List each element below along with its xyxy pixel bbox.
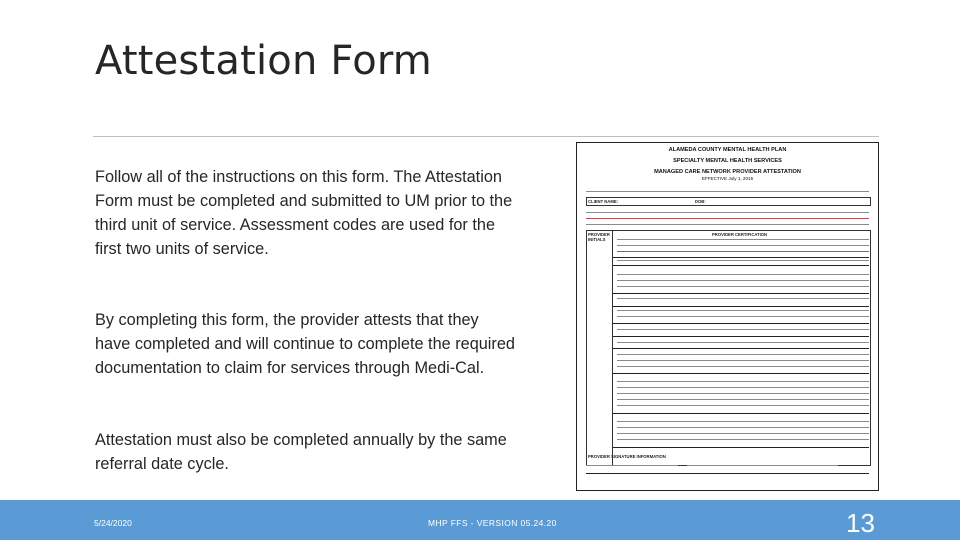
- form-cert-text: [617, 421, 869, 422]
- form-row-divider: [613, 413, 869, 414]
- form-row-divider: [613, 293, 869, 294]
- form-cert-text: [617, 298, 869, 299]
- form-cert-text: [617, 245, 869, 246]
- form-cert-text: [617, 427, 869, 428]
- form-cert-text: [617, 286, 869, 287]
- form-signature-field: [687, 465, 838, 466]
- form-contact-line: [586, 191, 869, 192]
- form-row-divider: [613, 336, 869, 337]
- form-signature-section-label: PROVIDER SIGNATURE INFORMATION: [588, 454, 666, 459]
- form-cert-text: [617, 310, 869, 311]
- form-cert-text: [617, 239, 869, 240]
- form-cert-text: [617, 329, 869, 330]
- form-cert-text: [617, 354, 869, 355]
- attestation-form-image: [576, 142, 879, 491]
- annual-attestation-paragraph: Attestation must also be completed annually by the same referral date cycle.: [95, 431, 507, 473]
- form-header-line2: SPECIALTY MENTAL HEALTH SERVICES: [673, 158, 782, 164]
- form-cert-text: [617, 405, 869, 406]
- form-row-divider: [613, 306, 869, 307]
- form-bottom-rule: [586, 473, 869, 474]
- form-cert-text: [617, 360, 869, 361]
- form-initials-column: [586, 230, 613, 466]
- form-header-line1: ALAMEDA COUNTY MENTAL HEALTH PLAN: [668, 147, 787, 153]
- form-row-divider: [613, 257, 869, 258]
- form-cert-text: [617, 433, 869, 434]
- form-signature-field: [586, 465, 678, 466]
- form-provider-initials-label: PROVIDER INITIALS: [588, 232, 610, 242]
- form-row-divider: [613, 373, 869, 374]
- form-cert-text: [617, 274, 869, 275]
- form-row-divider: [613, 348, 869, 349]
- form-dob-label: DOB:: [695, 199, 706, 204]
- form-cert-text: [617, 280, 869, 281]
- form-cert-text: [617, 393, 869, 394]
- footer-version: MHP FFS - VERSION 05.24.20: [428, 518, 557, 528]
- form-header-line3: MANAGED CARE NETWORK PROVIDER ATTESTATION: [654, 169, 801, 175]
- footer-date: 5/24/2020: [94, 518, 132, 528]
- form-instruction-line: [586, 224, 869, 225]
- slide-number: 13: [846, 508, 875, 538]
- form-row-divider: [613, 447, 869, 448]
- form-cert-text: [617, 366, 869, 367]
- form-certification-label: PROVIDER CERTIFICATION: [712, 232, 768, 237]
- form-effective-date: EFFECTIVE July 1, 2015: [701, 176, 754, 181]
- form-cert-text: [617, 381, 869, 382]
- form-instruction-line: [586, 212, 869, 213]
- attestation-paragraph: By completing this form, the provider attests that they have completed and will continue to complete the required documentation to claim for services through Medi-Cal.: [95, 311, 515, 377]
- form-row-divider: [613, 323, 869, 324]
- form-cert-text: [617, 399, 869, 400]
- form-client-name-label: CLIENT NAME:: [588, 199, 619, 204]
- slide-title: Attestation Form: [95, 38, 432, 84]
- title-divider: [93, 136, 879, 137]
- form-instruction-line-red: [586, 218, 869, 219]
- form-cert-text: [617, 260, 869, 261]
- form-row-divider: [613, 265, 869, 266]
- instructions-paragraph: Follow all of the instructions on this form. The Attestation Form must be completed and submitted to UM prior to the third unit of service. Assessment codes are used for the first two units of service.: [95, 168, 513, 258]
- form-cert-text-red: [617, 251, 869, 252]
- form-client-row: [586, 197, 871, 206]
- form-cert-text: [617, 439, 869, 440]
- form-cert-text: [617, 316, 869, 317]
- form-cert-text: [617, 342, 869, 343]
- form-cert-text: [617, 387, 869, 388]
